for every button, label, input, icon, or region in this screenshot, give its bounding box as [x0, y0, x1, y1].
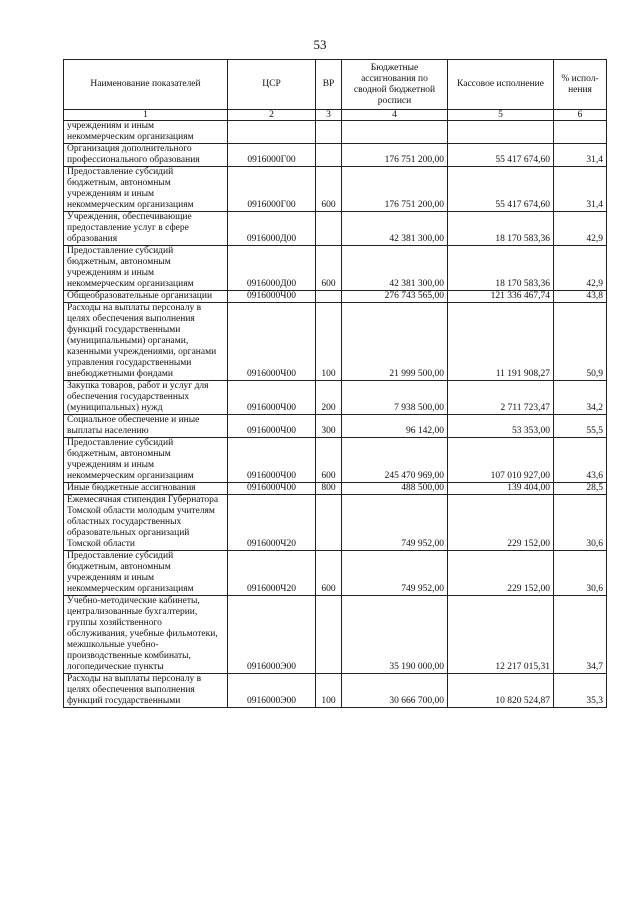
page-number: 53: [313, 37, 327, 52]
column-number: 5: [448, 110, 554, 121]
row-executed-cell: 2 711 723,47: [448, 381, 554, 415]
row-executed-cell: 53 353,00: [448, 415, 554, 438]
row-executed-cell: 12 217 015,31: [448, 596, 554, 674]
table-row: [64, 291, 607, 303]
column-number: 2: [228, 110, 316, 121]
row-vr-cell: 800: [316, 483, 342, 495]
row-vr-cell: 600: [316, 438, 342, 483]
table-row: [64, 246, 607, 291]
table-row: [64, 438, 607, 483]
row-allocation-cell: 749 952,00: [342, 551, 448, 596]
header-percent: % испол-нения: [554, 60, 607, 110]
row-code-cell: 0916000Ч00: [228, 483, 316, 495]
column-number-row: [64, 110, 607, 121]
header-name: Наименование показателей: [64, 60, 228, 110]
row-vr-cell: 300: [316, 415, 342, 438]
table-row: [64, 483, 607, 495]
row-allocation-cell: 7 938 500,00: [342, 381, 448, 415]
row-vr-cell: [316, 495, 342, 551]
row-executed-cell: 139 404,00: [448, 483, 554, 495]
row-vr-cell: 100: [316, 303, 342, 381]
row-percent-cell: 30,6: [554, 495, 607, 551]
row-percent-cell: 43,8: [554, 291, 607, 303]
row-percent-cell: 35,3: [554, 674, 607, 708]
row-allocation-cell: 488 500,00: [342, 483, 448, 495]
row-code-cell: 0916000Г00: [228, 144, 316, 167]
row-name-cell: Расходы на выплаты персоналу в целях обеспечения выполнения функций государственными (муниципальными) органами, казенными учреждениями, органами управления государственными внебюджетными фондами: [64, 303, 228, 381]
budget-execution-table: [63, 59, 607, 708]
row-vr-cell: 100: [316, 674, 342, 708]
column-number: 3: [316, 110, 342, 121]
row-allocation-cell: 21 999 500,00: [342, 303, 448, 381]
row-vr-cell: 200: [316, 381, 342, 415]
row-code-cell: 0916000Ч00: [228, 291, 316, 303]
table-row: [64, 144, 607, 167]
row-allocation-cell: 35 190 000,00: [342, 596, 448, 674]
table-row: [64, 674, 607, 708]
row-allocation-cell: 749 952,00: [342, 495, 448, 551]
row-allocation-cell: 96 142,00: [342, 415, 448, 438]
row-code-cell: 0916000Ч00: [228, 415, 316, 438]
row-percent-cell: 30,6: [554, 551, 607, 596]
row-name-cell: Ежемесячная стипендия Губернатора Томской области молодым учителям областных государственных образовательных организаций Томской области: [64, 495, 228, 551]
row-name-cell: Предоставление субсидий бюджетным, автономным учреждениям и иным некоммерческим организациям: [64, 167, 228, 212]
row-executed-cell: 229 152,00: [448, 551, 554, 596]
row-allocation-cell: 42 381 300,00: [342, 212, 448, 246]
row-percent-cell: 34,2: [554, 381, 607, 415]
row-vr-cell: 600: [316, 167, 342, 212]
row-executed-cell: 18 170 583,36: [448, 246, 554, 291]
row-executed-cell: 10 820 524,87: [448, 674, 554, 708]
row-name-cell: Социальное обеспечение и иные выплаты населению: [64, 415, 228, 438]
header-row: [64, 60, 607, 110]
row-name-cell: Закупка товаров, работ и услуг для обеспечения государственных (муниципальных) нужд: [64, 381, 228, 415]
row-code-cell: 0916000Ч20: [228, 495, 316, 551]
row-vr-cell: [316, 121, 342, 144]
row-percent-cell: 31,4: [554, 144, 607, 167]
table-row: [64, 415, 607, 438]
column-number: 6: [554, 110, 607, 121]
row-name-cell: Иные бюджетные ассигнования: [64, 483, 228, 495]
row-percent-cell: 42,9: [554, 212, 607, 246]
row-allocation-cell: [342, 121, 448, 144]
row-allocation-cell: 176 751 200,00: [342, 167, 448, 212]
table-row: [64, 167, 607, 212]
row-code-cell: 0916000Ч00: [228, 303, 316, 381]
row-executed-cell: 121 336 467,74: [448, 291, 554, 303]
row-name-cell: учреждениям и иным некоммерческим организациям: [64, 121, 228, 144]
row-allocation-cell: 176 751 200,00: [342, 144, 448, 167]
row-code-cell: 0916000Д00: [228, 212, 316, 246]
row-allocation-cell: 245 470 969,00: [342, 438, 448, 483]
row-executed-cell: 55 417 674,60: [448, 144, 554, 167]
row-percent-cell: [554, 121, 607, 144]
row-name-cell: Расходы на выплаты персоналу в целях обеспечения выполнения функций государственными: [64, 674, 228, 708]
row-vr-cell: [316, 291, 342, 303]
row-percent-cell: 31,4: [554, 167, 607, 212]
row-percent-cell: 28,5: [554, 483, 607, 495]
row-executed-cell: 229 152,00: [448, 495, 554, 551]
row-executed-cell: 107 010 927,00: [448, 438, 554, 483]
column-number: 4: [342, 110, 448, 121]
row-name-cell: Организация дополнительного профессионального образования: [64, 144, 228, 167]
table-row: [64, 381, 607, 415]
row-vr-cell: [316, 596, 342, 674]
row-code-cell: 0916000Ч00: [228, 438, 316, 483]
header-code: ЦСР: [228, 60, 316, 110]
row-allocation-cell: 30 666 700,00: [342, 674, 448, 708]
row-name-cell: Предоставление субсидий бюджетным, автономным учреждениям и иным некоммерческим организациям: [64, 551, 228, 596]
row-code-cell: [228, 121, 316, 144]
row-executed-cell: [448, 121, 554, 144]
table-row: [64, 212, 607, 246]
row-percent-cell: 42,9: [554, 246, 607, 291]
row-code-cell: 0916000Д00: [228, 246, 316, 291]
row-executed-cell: 11 191 908,27: [448, 303, 554, 381]
row-percent-cell: 43,6: [554, 438, 607, 483]
table-row: [64, 596, 607, 674]
row-name-cell: Общеобразовательные организации: [64, 291, 228, 303]
row-executed-cell: 18 170 583,36: [448, 212, 554, 246]
row-percent-cell: 55,5: [554, 415, 607, 438]
row-allocation-cell: 42 381 300,00: [342, 246, 448, 291]
table-body: [64, 121, 607, 708]
row-vr-cell: 600: [316, 246, 342, 291]
row-name-cell: Предоставление субсидий бюджетным, автономным учреждениям и иным некоммерческим организациям: [64, 246, 228, 291]
row-percent-cell: 50,9: [554, 303, 607, 381]
header-vr: ВР: [316, 60, 342, 110]
table-row: [64, 121, 607, 144]
header-allocation: Бюджетные ассигнования по сводной бюджетной росписи: [342, 60, 448, 110]
row-allocation-cell: 276 743 565,00: [342, 291, 448, 303]
table-row: [64, 495, 607, 551]
header-executed: Кассовое исполнение: [448, 60, 554, 110]
row-code-cell: 0916000Ч20: [228, 551, 316, 596]
row-name-cell: Учреждения, обеспечивающие предоставление услуг в сфере образования: [64, 212, 228, 246]
row-vr-cell: [316, 144, 342, 167]
row-code-cell: 0916000Э00: [228, 596, 316, 674]
row-percent-cell: 34,7: [554, 596, 607, 674]
row-name-cell: Учебно-методические кабинеты, централизованные бухгалтерии, группы хозяйственного обслуживания, учебные фильмотеки, межшкольные учебно-производственные комбинаты, логопедические пункты: [64, 596, 228, 674]
row-code-cell: 0916000Ч00: [228, 381, 316, 415]
row-executed-cell: 55 417 674,60: [448, 167, 554, 212]
row-vr-cell: [316, 212, 342, 246]
row-code-cell: 0916000Э00: [228, 674, 316, 708]
table-row: [64, 551, 607, 596]
column-number: 1: [64, 110, 228, 121]
row-vr-cell: 600: [316, 551, 342, 596]
table-row: [64, 303, 607, 381]
row-name-cell: Предоставление субсидий бюджетным, автономным учреждениям и иным некоммерческим организациям: [64, 438, 228, 483]
row-code-cell: 0916000Г00: [228, 167, 316, 212]
